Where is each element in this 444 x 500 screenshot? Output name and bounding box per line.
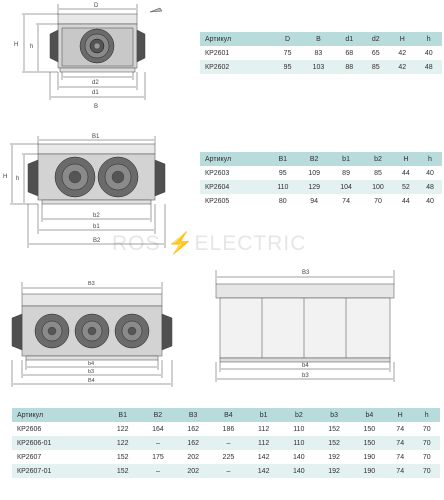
- col-header: B2: [140, 408, 175, 422]
- cell: –: [211, 436, 246, 450]
- cell: КР2601: [205, 49, 230, 57]
- drawing-two-port-box: [0, 130, 200, 255]
- label-B4: B4: [88, 378, 95, 384]
- cell: 142: [246, 464, 281, 478]
- label-b4: b4: [88, 361, 95, 367]
- col-header: H: [394, 152, 418, 166]
- cell: 70: [413, 464, 440, 478]
- cell: 162: [176, 436, 211, 450]
- table-header-row: [200, 32, 442, 46]
- cell: 40: [426, 197, 434, 205]
- drawing-three-port-box: [0, 272, 200, 392]
- cell: 202: [187, 453, 199, 461]
- cell: 74: [387, 436, 413, 450]
- cell: 164: [152, 425, 164, 433]
- watermark-text-1: ROS: [112, 232, 161, 255]
- label-b3: b3: [88, 369, 95, 375]
- cell: 110: [267, 180, 298, 194]
- cell: 129: [298, 180, 330, 194]
- cell: 150: [363, 425, 376, 433]
- cell: 70: [422, 425, 431, 433]
- cell: 89: [342, 169, 350, 177]
- cell: 44: [402, 169, 410, 177]
- cell: 152: [116, 453, 129, 461]
- col-header: d2: [363, 32, 389, 46]
- spec-table-3: [12, 408, 440, 478]
- cell: 175: [152, 453, 164, 461]
- cell: КР2603: [205, 169, 230, 177]
- watermark-text-2: ELECTRIC: [194, 232, 307, 255]
- drawing-side-view: [206, 262, 442, 392]
- cell: 85: [363, 60, 389, 74]
- table-row: [200, 194, 442, 208]
- col-header: Артикул: [200, 152, 267, 166]
- cell: 190: [363, 453, 376, 461]
- cell: 65: [371, 49, 380, 57]
- table-row: [12, 422, 440, 436]
- cell: 152: [316, 436, 351, 450]
- cell: 110: [293, 425, 305, 433]
- cell: КР2602: [200, 60, 274, 74]
- col-header: d1: [336, 32, 362, 46]
- cell: 88: [336, 60, 362, 74]
- col-header: b2: [362, 152, 394, 166]
- label-b1: b1: [93, 224, 100, 230]
- cell: 95: [274, 60, 300, 74]
- cell: КР2604: [200, 180, 267, 194]
- col-header: h: [413, 408, 440, 422]
- table-row: [200, 60, 442, 74]
- cell: КР2606: [17, 425, 42, 433]
- label-H: H: [14, 42, 19, 48]
- cell: КР2607: [17, 453, 42, 461]
- cell: 103: [301, 60, 336, 74]
- table2-frame: [192, 148, 442, 218]
- col-header: H: [389, 32, 415, 46]
- cell: 70: [422, 453, 431, 461]
- col-header: H: [387, 408, 413, 422]
- cell: –: [140, 464, 175, 478]
- label-b2: b2: [93, 213, 100, 219]
- table-row: [200, 180, 442, 194]
- cell: 110: [281, 436, 316, 450]
- cell: 74: [342, 197, 350, 205]
- cell: 70: [413, 436, 440, 450]
- spec-table-1: [200, 32, 442, 74]
- cell: –: [140, 436, 175, 450]
- label-b3: b3: [302, 373, 309, 379]
- table-row: [12, 450, 440, 464]
- label-h: h: [16, 176, 20, 182]
- cell: 74: [396, 425, 405, 433]
- cell: КР2606-01: [12, 436, 105, 450]
- col-header: b1: [246, 408, 281, 422]
- col-header: B1: [105, 408, 140, 422]
- label-B3: B3: [88, 281, 95, 287]
- cell: 112: [246, 436, 281, 450]
- cell: 80: [278, 197, 287, 205]
- cell: 70: [374, 197, 382, 205]
- cell: 100: [362, 180, 394, 194]
- table-row: [12, 436, 440, 450]
- cell: КР2607-01: [12, 464, 105, 478]
- cell: 42: [389, 60, 415, 74]
- cell: 122: [116, 425, 129, 433]
- label-d2: d2: [92, 80, 99, 86]
- col-header: B: [301, 32, 336, 46]
- cell: 225: [222, 453, 235, 461]
- col-header: b3: [316, 408, 351, 422]
- cell: –: [211, 464, 246, 478]
- cell: 122: [105, 436, 140, 450]
- table3-frame: [4, 404, 442, 496]
- cell: 75: [283, 49, 292, 57]
- cell: 140: [293, 453, 305, 461]
- cell: 192: [328, 453, 340, 461]
- label-d1: d1: [92, 90, 99, 96]
- cell: 152: [105, 464, 140, 478]
- table-row: [200, 46, 442, 60]
- cell: 186: [222, 425, 235, 433]
- col-header: B2: [298, 152, 330, 166]
- table-row: [200, 166, 442, 180]
- cell: 48: [415, 60, 442, 74]
- table-row: [12, 464, 440, 478]
- col-header: Артикул: [12, 408, 105, 422]
- cell: 74: [387, 464, 413, 478]
- table-header-row: [12, 408, 440, 422]
- col-header: b1: [330, 152, 362, 166]
- cell: 85: [374, 169, 382, 177]
- cell: 48: [418, 180, 442, 194]
- cell: 140: [281, 464, 316, 478]
- col-header: B4: [211, 408, 246, 422]
- table1-frame: [192, 28, 442, 84]
- cell: 190: [352, 464, 387, 478]
- cell: 202: [176, 464, 211, 478]
- bolt-icon: ⚡: [167, 232, 195, 255]
- label-H: H: [3, 174, 8, 180]
- cell: 83: [314, 49, 323, 57]
- cell: 112: [258, 425, 270, 433]
- table-header-row: [200, 152, 442, 166]
- label-B3: B3: [302, 270, 310, 276]
- cell: 42: [398, 49, 407, 57]
- label-B2: B2: [93, 238, 101, 244]
- col-header: Артикул: [200, 32, 274, 46]
- col-header: B1: [267, 152, 298, 166]
- drawing-round-box: [0, 0, 200, 118]
- cell: 74: [396, 453, 405, 461]
- cell: 192: [316, 464, 351, 478]
- cell: 94: [310, 197, 319, 205]
- label-D: D: [94, 3, 99, 9]
- cell: 142: [257, 453, 270, 461]
- cell: 44: [402, 197, 410, 205]
- spec-table-2: [200, 152, 442, 208]
- label-B: B: [94, 104, 99, 110]
- label-B1: B1: [92, 134, 100, 140]
- label-b4: b4: [302, 363, 309, 369]
- cell: 68: [345, 49, 354, 57]
- col-header: B3: [176, 408, 211, 422]
- cell: КР2605: [205, 197, 230, 205]
- cell: 162: [187, 425, 199, 433]
- cell: 150: [352, 436, 387, 450]
- cell: 52: [394, 180, 418, 194]
- col-header: b2: [281, 408, 316, 422]
- cell: 109: [308, 169, 321, 177]
- cell: 152: [328, 425, 340, 433]
- col-header: D: [274, 32, 300, 46]
- col-header: b4: [352, 408, 387, 422]
- cell: 95: [278, 169, 287, 177]
- cell: 40: [424, 49, 433, 57]
- col-header: h: [418, 152, 442, 166]
- cell: 104: [330, 180, 362, 194]
- label-h: h: [30, 44, 34, 50]
- col-header: h: [415, 32, 442, 46]
- cell: 40: [426, 169, 434, 177]
